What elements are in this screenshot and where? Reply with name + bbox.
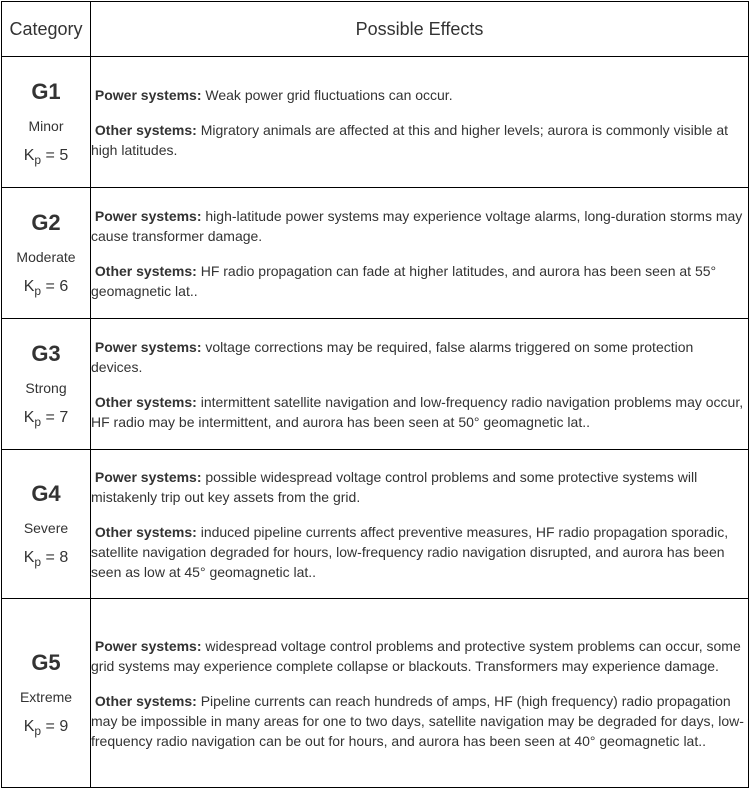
power-systems-label: Power systems: [94, 637, 202, 654]
table-header-row [2, 2, 749, 57]
other-systems-label: Other systems: [94, 121, 197, 138]
scale-level: Moderate [16, 248, 76, 265]
other-systems-effect: Other systems: intermittent satellite navigation and low-frequency radio navigation problems may occur, HF radio may be intermittent, and aurora has been seen at 50° geomagnetic lat.. [91, 393, 744, 430]
kp-value: $K_p = 9$ [23, 717, 69, 738]
table-row [2, 57, 749, 188]
power-systems-label: Power systems: [94, 338, 202, 355]
category-cell [2, 188, 91, 319]
table-row [2, 188, 749, 319]
effects-cell [91, 57, 749, 188]
other-systems-effect: Other systems: Migratory animals are affected at this and higher levels; aurora is commonly visible at high latitudes. [91, 121, 729, 158]
power-systems-effect: Power systems: Weak power grid fluctuations can occur. [94, 86, 453, 103]
category-cell [2, 599, 91, 788]
other-systems-effect: Other systems: induced pipeline currents affect preventive measures, HF radio propagation sporadic, satellite navigation degraded for hours, low-frequency radio navigation disrupted, and aurora has been seen as low at 45° geomagnetic lat.. [91, 523, 729, 580]
power-systems-label: Power systems: [94, 207, 202, 224]
power-systems-effect: Power systems: possible widespread voltage control problems and some protective systems will mistakenly trip out key assets from the grid. [91, 468, 698, 505]
scale-name: G4 [31, 480, 61, 506]
effects-cell [91, 319, 749, 450]
other-systems-label: Other systems: [94, 393, 197, 410]
power-systems-effect: Power systems: high-latitude power systems may experience voltage alarms, long-duration storms may cause transformer damage. [91, 207, 743, 244]
power-systems-label: Power systems: [94, 86, 202, 103]
kp-value: $K_p = 7$ [23, 408, 69, 429]
other-systems-label: Other systems: [94, 262, 197, 279]
table-row [2, 450, 749, 599]
scale-level: Strong [25, 379, 67, 396]
table-row [2, 319, 749, 450]
effects-cell [91, 599, 749, 788]
power-systems-effect: Power systems: widespread voltage control problems and protective system problems can occur, some grid systems may experience complete collapse or blackouts. Transformers may experience damage. [91, 637, 741, 674]
kp-value: $K_p = 8$ [23, 548, 69, 569]
other-systems-label: Other systems: [94, 523, 197, 540]
scale-level: Extreme [19, 688, 73, 705]
effects-cell [91, 450, 749, 599]
kp-value: $K_p = 5$ [23, 146, 69, 167]
column-header-category: Category [2, 2, 91, 57]
category-cell [2, 57, 91, 188]
category-cell [2, 319, 91, 450]
kp-value: $K_p = 6$ [23, 277, 69, 298]
other-systems-effect: Other systems: Pipeline currents can reach hundreds of amps, HF (high frequency) radio propagation may be impossible in many areas for one to two days, satellite navigation may be degraded for days, low-frequency radio navigation can be out for hours, and aurora has been seen at 40° geomagnetic lat.. [91, 692, 744, 749]
other-systems-effect: Other systems: HF radio propagation can fade at higher latitudes, and aurora has been seen at 55° geomagnetic lat.. [91, 262, 717, 299]
power-systems-label: Power systems: [94, 468, 202, 485]
category-cell [2, 450, 91, 599]
power-systems-effect: Power systems: voltage corrections may be required, false alarms triggered on some protection devices. [91, 338, 694, 375]
scale-level: Severe [23, 519, 69, 536]
other-systems-label: Other systems: [94, 692, 197, 709]
scale-name: G5 [31, 649, 61, 675]
effects-cell [91, 188, 749, 319]
scale-name: G1 [31, 78, 61, 104]
scale-level: Minor [28, 117, 64, 134]
table-row [2, 599, 749, 788]
geomagnetic-storm-table [1, 1, 749, 788]
column-header-possible-effects: Possible Effects [91, 2, 749, 57]
scale-name: G3 [31, 340, 61, 366]
scale-name: G2 [31, 209, 61, 235]
